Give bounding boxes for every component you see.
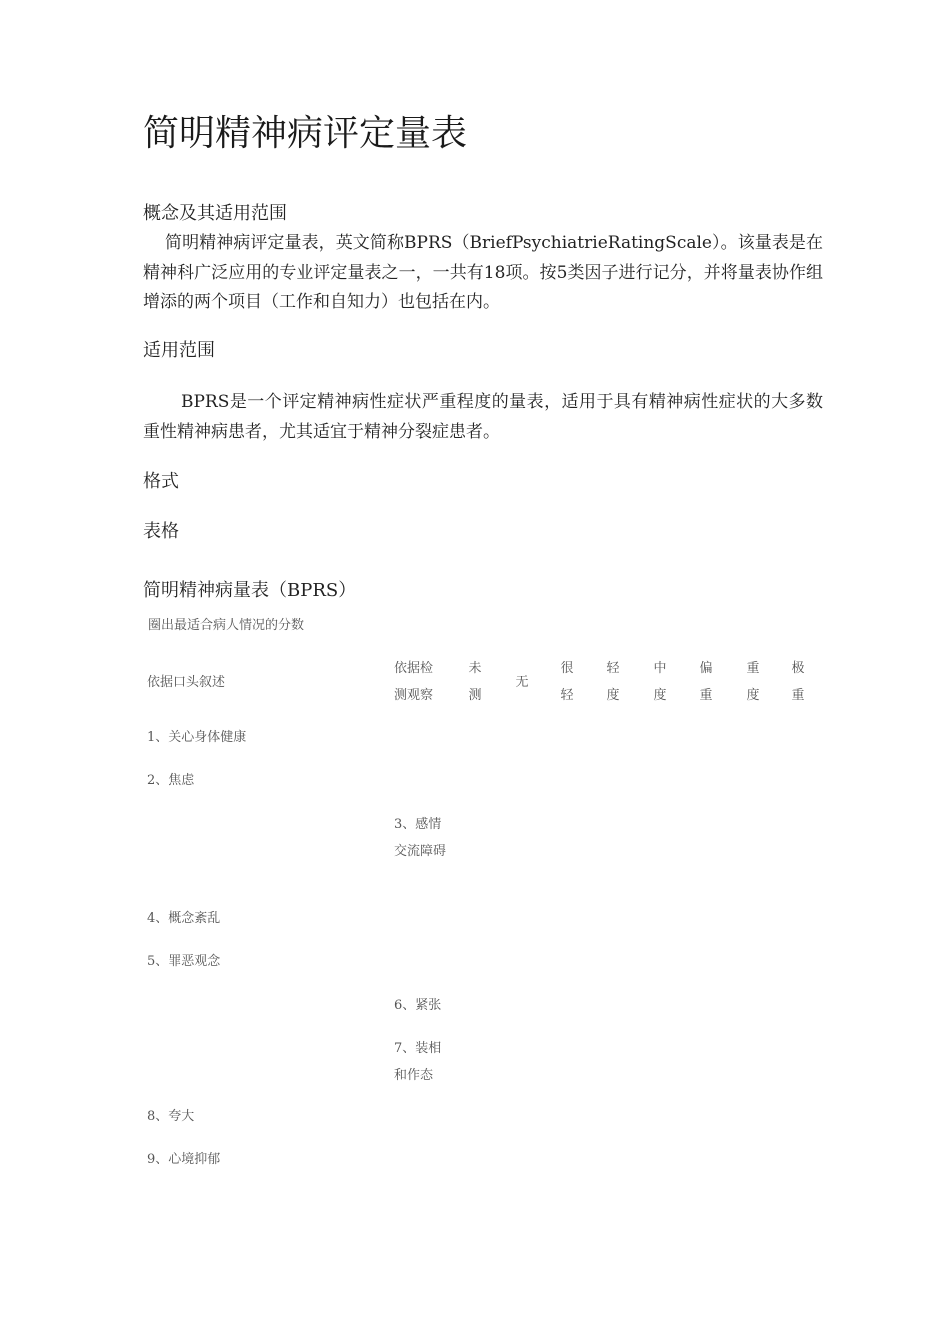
- column-header-mild: 轻度: [606, 661, 620, 703]
- table-row-item-1: 1、关心身体健康: [147, 730, 247, 745]
- section-heading-table: 表格: [143, 521, 179, 542]
- section-paragraph-concept: 简明精神病评定量表，英文简称BPRS（BriefPsychiatrieRatingScale）。该量表是在精神科广泛应用的专业评定量表之一，一共有18项。按5类因子进行记分，并将量表协作组增添的两个项目（工作和自知力）也包括在内。: [143, 233, 823, 312]
- table-row-item-4: 4、概念紊乱: [147, 911, 221, 926]
- column-header-severe: 重度: [746, 661, 760, 703]
- column-header-not-tested: 未测: [468, 661, 482, 703]
- column-header-very-mild: 很轻: [560, 661, 574, 703]
- column-header-none: 无: [515, 675, 529, 690]
- table-row-item-3: 3、感情交流障碍: [394, 817, 447, 859]
- column-header-observed: 依据检测观察: [394, 661, 434, 703]
- column-header-extreme: 极重: [791, 661, 805, 703]
- section-heading-concept: 概念及其适用范围: [143, 203, 287, 224]
- section-heading-scope: 适用范围: [143, 340, 215, 361]
- section-paragraph-scope: BPRS是一个评定精神病性症状严重程度的量表，适用于具有精神病性症状的大多数重性精神病患者，尤其适宜于精神分裂症患者。: [143, 392, 823, 442]
- column-header-verbal: 依据口头叙述: [147, 675, 226, 690]
- scale-title: 简明精神病量表（BPRS）: [143, 580, 357, 601]
- page-title: 简明精神病评定量表: [143, 113, 468, 154]
- table-row-item-6: 6、紧张: [394, 998, 442, 1013]
- table-row-item-5: 5、罪恶观念: [147, 954, 221, 969]
- table-row-item-2: 2、焦虑: [147, 773, 195, 788]
- table-row-item-8: 8、夸大: [147, 1109, 195, 1124]
- table-row-item-9: 9、心境抑郁: [147, 1152, 221, 1167]
- table-row-item-7: 7、装相和作态: [394, 1041, 442, 1083]
- column-header-moderate: 中度: [653, 661, 667, 703]
- section-heading-format: 格式: [143, 471, 179, 492]
- scale-instruction: 圈出最适合病人情况的分数: [148, 618, 305, 633]
- column-header-moderately-severe: 偏重: [699, 661, 713, 703]
